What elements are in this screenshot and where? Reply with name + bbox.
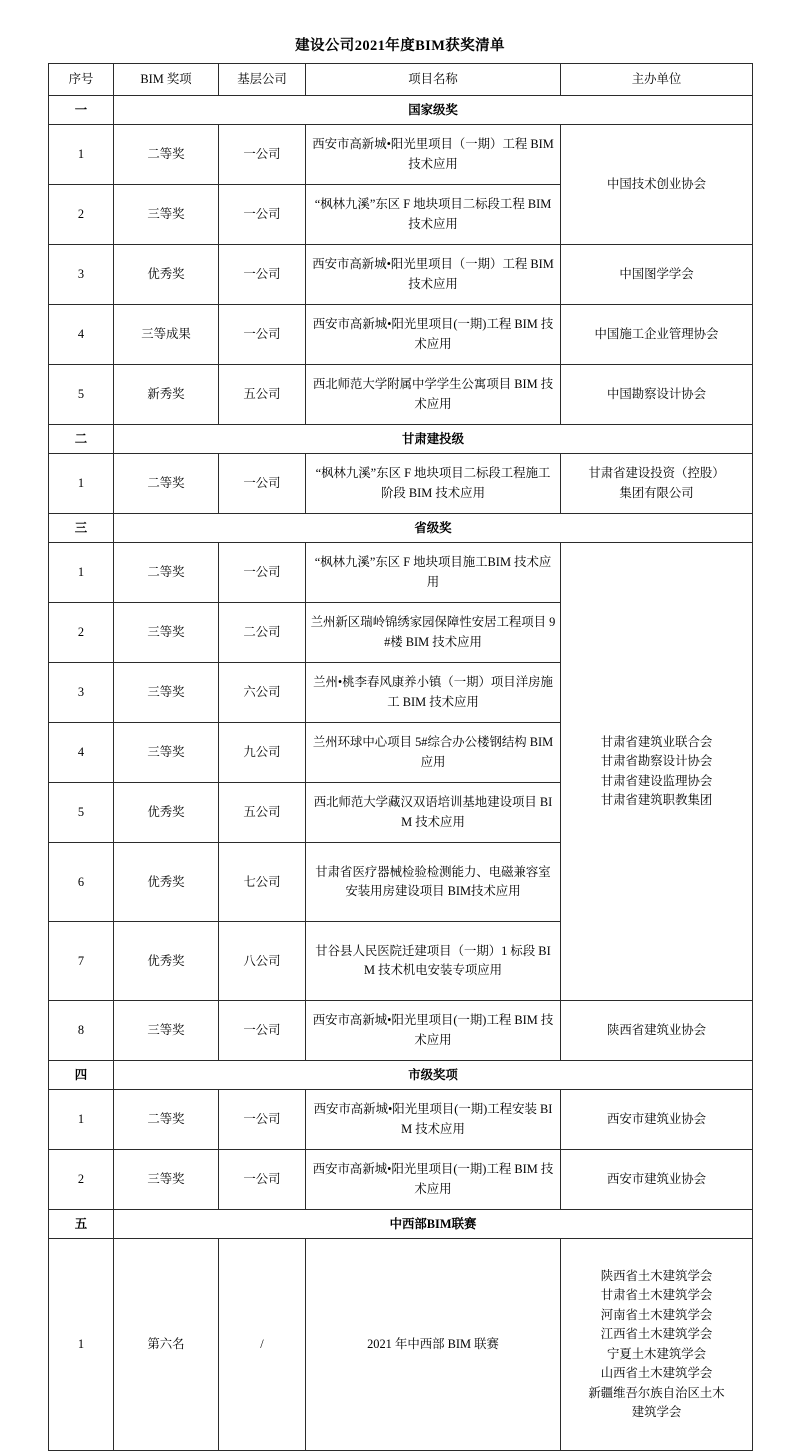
organizer-line: 甘肃省建设监理协会 <box>600 773 713 788</box>
project-line: 2021 年中西部 BIM 联赛 <box>367 1336 499 1351</box>
project-line: 段工程 BIM 技术应用 <box>408 197 552 231</box>
page-title: 建设公司2021年度BIM获奖清单 <box>295 38 505 54</box>
section-name: 国家级奖 <box>114 96 753 125</box>
cell-seq: 6 <box>49 843 114 922</box>
project-line: 工程 BIM 技术应用 <box>408 137 554 171</box>
project-line: 项目洋房施工 BIM 技术应用 <box>387 675 553 709</box>
section-name: 市级奖项 <box>114 1061 753 1090</box>
project-line: “枫林九溪”东区 F 地块项目二标 <box>315 466 489 480</box>
project-line: 用 <box>489 963 503 977</box>
cell-award: 二等奖 <box>114 125 219 185</box>
cell-unit: / <box>219 1239 306 1451</box>
column-header-organizer: 主办单位 <box>561 64 753 96</box>
organizer-line: 山西省土木建筑学会 <box>600 1366 713 1380</box>
cell-organizer <box>561 1001 753 1061</box>
cell-unit: 一公司 <box>219 1150 306 1210</box>
cell-project <box>306 663 561 723</box>
section-number: 五 <box>49 1210 114 1239</box>
cell-unit: 一公司 <box>219 1001 306 1061</box>
table-row <box>49 454 753 514</box>
cell-seq: 1 <box>49 454 114 514</box>
cell-project <box>306 245 561 305</box>
organizer-line: 甘肃省土木建筑学会 <box>600 1288 713 1302</box>
cell-project <box>306 1090 561 1150</box>
cell-unit: 六公司 <box>219 663 306 723</box>
project-line: “枫林九溪”东区 F 地块项目二标 <box>314 197 488 211</box>
cell-award: 优秀奖 <box>114 843 219 922</box>
section-header-row <box>49 425 753 454</box>
cell-unit: 二公司 <box>219 603 306 663</box>
cell-project <box>306 783 561 843</box>
project-line: 西安市高新城•阳光里项目（一期） <box>312 137 503 151</box>
project-line: 兰州•桃李春风康养小镇（一期） <box>313 675 491 689</box>
cell-seq: 2 <box>49 185 114 245</box>
column-header-award: BIM 奖项 <box>114 64 219 96</box>
table-row <box>49 245 753 305</box>
cell-project <box>306 922 561 1001</box>
cell-award: 三等奖 <box>114 185 219 245</box>
cell-seq: 5 <box>49 783 114 843</box>
project-line: 段工程施工阶段 BIM 技术应用 <box>381 466 551 500</box>
section-number: 三 <box>49 514 114 543</box>
cell-award: 二等奖 <box>114 1090 219 1150</box>
cell-organizer <box>561 454 753 514</box>
cell-project <box>306 1150 561 1210</box>
cell-unit: 一公司 <box>219 125 306 185</box>
cell-award: 三等奖 <box>114 1001 219 1061</box>
cell-seq: 7 <box>49 922 114 1001</box>
organizer-line: 陕西省土木建筑学会 <box>600 1268 713 1283</box>
cell-organizer <box>561 365 753 425</box>
project-line: 西安市高新城•阳光里项目（一期） <box>312 257 503 271</box>
organizer-line: 建筑学会 <box>631 1405 682 1419</box>
cell-award: 三等奖 <box>114 723 219 783</box>
organizer-line: 甘肃省勘察设计协会 <box>600 754 713 768</box>
cell-seq: 1 <box>49 1090 114 1150</box>
cell-unit: 一公司 <box>219 454 306 514</box>
cell-unit: 一公司 <box>219 543 306 603</box>
cell-project <box>306 603 561 663</box>
table-row <box>49 1090 753 1150</box>
organizer-line: 西安市建筑业协会 <box>606 1111 707 1126</box>
project-line: 西安市高新城•阳光里项目(一期) <box>312 1013 487 1027</box>
organizer-line: 江西省土木建筑学会 <box>600 1327 713 1341</box>
section-name: 中西部BIM联赛 <box>114 1210 753 1239</box>
section-name: 省级奖 <box>114 514 753 543</box>
project-line: 西北师范大学附属中学学生公寓 <box>312 377 487 391</box>
organizer-line: 甘肃省建设投资（控股） <box>588 466 725 480</box>
project-line: 兰州新区瑞岭锦绣家园保障性安 <box>310 615 485 629</box>
cell-unit: 一公司 <box>219 305 306 365</box>
cell-award: 优秀奖 <box>114 783 219 843</box>
table-header-row <box>49 64 753 96</box>
table-row <box>49 125 753 185</box>
cell-seq: 8 <box>49 1001 114 1061</box>
project-line: 西北师范大学藏汉双语培训基地 <box>313 795 488 809</box>
project-line: “枫林九溪”东区 F 地块项目施工 <box>314 555 488 569</box>
cell-award: 新秀奖 <box>114 365 219 425</box>
organizer-line: 西安市建筑业协会 <box>606 1171 707 1186</box>
cell-seq: 3 <box>49 245 114 305</box>
cell-award: 优秀奖 <box>114 245 219 305</box>
cell-award: 三等奖 <box>114 663 219 723</box>
project-line: 1 标段 BIM 技术机电安装专项应 <box>363 943 551 977</box>
cell-award: 优秀奖 <box>114 922 219 1001</box>
organizer-line: 宁夏土木建筑学会 <box>606 1346 707 1361</box>
project-line: 工程 BIM 技术应用 <box>408 257 554 291</box>
cell-project <box>306 1239 561 1451</box>
project-line: 技术应用 <box>471 884 521 898</box>
section-header-row <box>49 1210 753 1239</box>
cell-organizer <box>561 1239 753 1451</box>
section-header-row <box>49 1061 753 1090</box>
table-row <box>49 305 753 365</box>
cell-seq: 5 <box>49 365 114 425</box>
project-line: 工程 BIM 技术应用 <box>414 1162 554 1196</box>
project-line: 钢结构 BIM 应用 <box>420 735 554 769</box>
project-line: 工程 BIM 技术应用 <box>414 317 554 351</box>
cell-seq: 4 <box>49 305 114 365</box>
project-line: 项目 BIM 技术应用 <box>414 377 554 411</box>
cell-unit: 七公司 <box>219 843 306 922</box>
organizer-line: 中国施工企业管理协会 <box>594 326 719 341</box>
cell-project <box>306 185 561 245</box>
organizer-line: 河南省土木建筑学会 <box>600 1307 713 1322</box>
cell-organizer <box>561 305 753 365</box>
project-line: 甘肃省医疗器械检验检测能力、电 <box>315 864 502 879</box>
table-body <box>49 64 753 1451</box>
organizer-line: 新疆维吾尔族自治区土木 <box>588 1385 725 1400</box>
cell-organizer <box>561 1090 753 1150</box>
cell-project <box>306 365 561 425</box>
section-number: 四 <box>49 1061 114 1090</box>
cell-seq: 2 <box>49 603 114 663</box>
cell-seq: 4 <box>49 723 114 783</box>
cell-award: 三等奖 <box>114 1150 219 1210</box>
cell-seq: 1 <box>49 125 114 185</box>
project-line: 兰州环球中心项目 5#综合办公楼 <box>312 735 490 749</box>
organizer-line: 中国技术创业协会 <box>606 176 707 191</box>
project-line: BIM 技术应用 <box>426 555 552 589</box>
cell-project <box>306 125 561 185</box>
cell-organizer <box>561 245 753 305</box>
cell-project <box>306 843 561 922</box>
cell-seq: 3 <box>49 663 114 723</box>
organizer-line: 集团有限公司 <box>619 485 694 500</box>
project-line: 工程安装 BIM 技术应用 <box>401 1102 553 1136</box>
cell-seq: 1 <box>49 543 114 603</box>
cell-unit: 五公司 <box>219 783 306 843</box>
cell-organizer <box>561 1150 753 1210</box>
table-row <box>49 1001 753 1061</box>
cell-unit: 八公司 <box>219 922 306 1001</box>
organizer-line: 甘肃省建筑业联合会 <box>600 734 713 749</box>
cell-seq: 2 <box>49 1150 114 1210</box>
cell-unit: 一公司 <box>219 245 306 305</box>
cell-organizer <box>561 543 753 1001</box>
cell-award: 二等奖 <box>114 454 219 514</box>
project-line: 西安市高新城•阳光里项目(一期) <box>312 1162 487 1176</box>
cell-award: 二等奖 <box>114 543 219 603</box>
column-header-project: 项目名称 <box>306 64 561 96</box>
project-line: 建设项目 BIM 技术应用 <box>401 795 553 829</box>
cell-project <box>306 543 561 603</box>
organizer-line: 中国勘察设计协会 <box>606 386 707 401</box>
project-line: 磁兼容室安装用房建设项目 BIM <box>345 864 551 898</box>
organizer-line: 中国图学学会 <box>619 266 694 281</box>
section-number: 一 <box>49 96 114 125</box>
bim-award-table <box>48 63 753 1451</box>
column-header-unit: 基层公司 <box>219 64 306 96</box>
project-line: 居工程项目 9#楼 BIM 技术应用 <box>384 615 556 649</box>
table-row <box>49 1150 753 1210</box>
project-line: 西安市高新城•阳光里项目(一期) <box>312 317 487 331</box>
cell-unit: 五公司 <box>219 365 306 425</box>
column-header-seq: 序号 <box>49 64 114 96</box>
table-row <box>49 1239 753 1451</box>
cell-project <box>306 723 561 783</box>
cell-unit: 一公司 <box>219 1090 306 1150</box>
section-number: 二 <box>49 425 114 454</box>
section-header-row <box>49 514 753 543</box>
cell-project <box>306 1001 561 1061</box>
project-line: 工程 BIM 技术应用 <box>414 1013 554 1047</box>
cell-project <box>306 305 561 365</box>
cell-organizer <box>561 125 753 245</box>
cell-unit: 一公司 <box>219 185 306 245</box>
cell-unit: 九公司 <box>219 723 306 783</box>
project-line: 甘谷县人民医院迁建项目（一期） <box>315 943 502 958</box>
section-header-row <box>49 96 753 125</box>
organizer-line: 陕西省建筑业协会 <box>606 1022 707 1037</box>
table-row <box>49 365 753 425</box>
cell-award: 第六名 <box>114 1239 219 1451</box>
cell-seq: 1 <box>49 1239 114 1451</box>
cell-award: 三等奖 <box>114 603 219 663</box>
table-row <box>49 543 753 603</box>
section-name: 甘肃建投级 <box>114 425 753 454</box>
project-line: 西安市高新城•阳光里项目(一期) <box>313 1102 488 1116</box>
cell-project <box>306 454 561 514</box>
organizer-line: 甘肃省建筑职教集团 <box>600 793 713 807</box>
cell-award: 三等成果 <box>114 305 219 365</box>
